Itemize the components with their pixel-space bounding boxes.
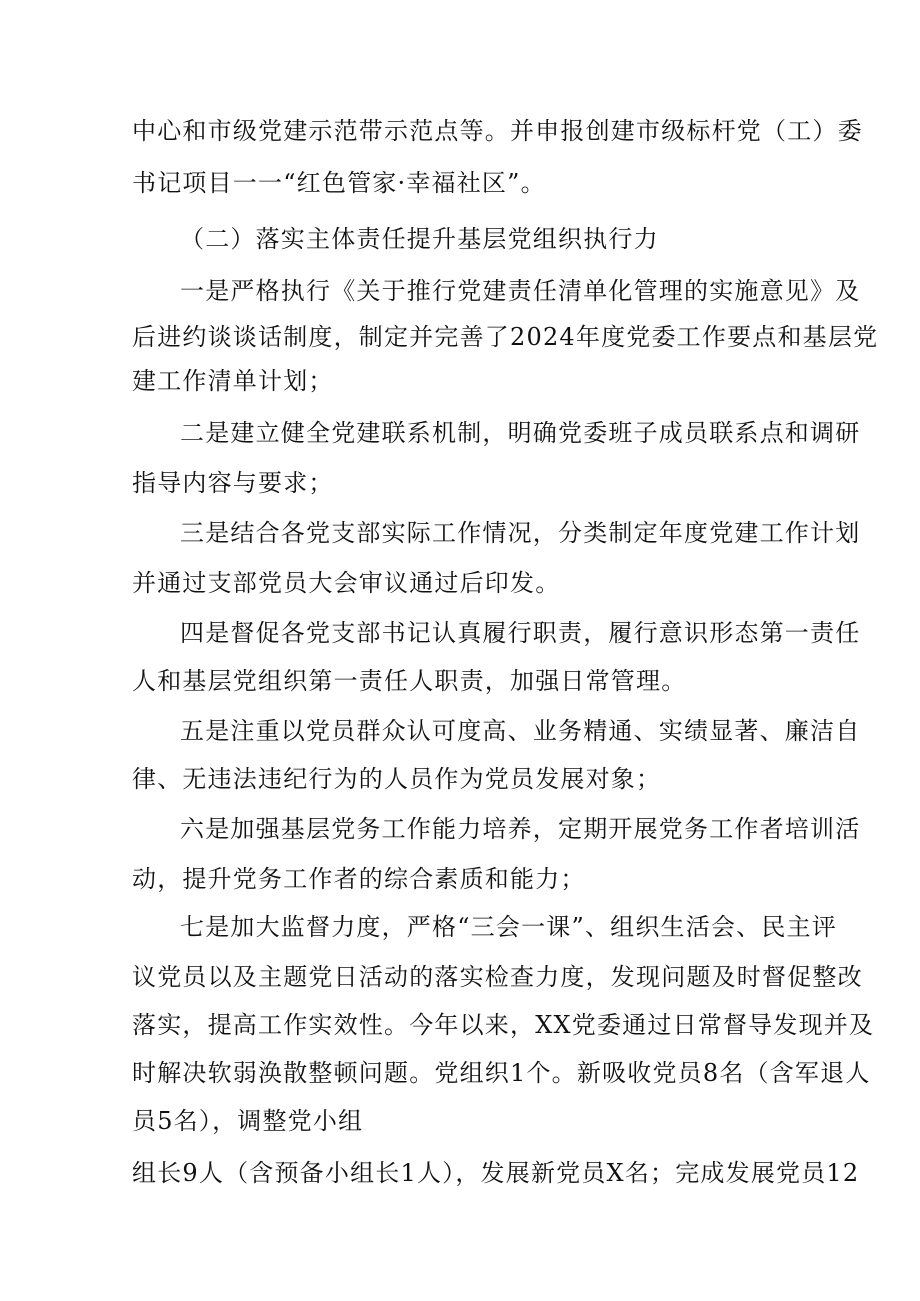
section-heading: （二）落实主体责任提升基层党组织执行力 — [180, 225, 659, 253]
text-line-21: 员5名），调整党小组 — [132, 1107, 364, 1135]
text-line-11: 四是督促各党支部书记认真履行职责，履行意识形态第一责任 — [180, 619, 861, 647]
text-line-22: 组长9人（含预备小组长1人），发展新党员X名；完成发展党员12 — [132, 1159, 860, 1187]
text-line-7: 二是建立健全党建联系机制，明确党委班子成员联系点和调研 — [180, 419, 861, 447]
text-line-9: 三是结合各党支部实际工作情况，分类制定年度党建工作计划 — [180, 519, 861, 547]
text-line-13: 五是注重以党员群众认可度高、业务精通、实绩显著、廉洁自 — [180, 717, 861, 745]
text-line-4: 一是严格执行《关于推行党建责任清单化管理的实施意见》及 — [180, 277, 861, 305]
text-line-19: 落实，提高工作实效性。今年以来，XX党委通过日常督导发现并及 — [132, 1011, 875, 1039]
text-line-18: 议党员以及主题党日活动的落实检查力度，发现问题及时督促整改 — [132, 963, 863, 991]
text-line-5: 后进约谈谈话制度，制定并完善了2024年度党委工作要点和基层党 — [132, 323, 879, 351]
text-line-12: 人和基层党组织第一责任人职责，加强日常管理。 — [132, 667, 687, 695]
text-line-1: 中心和市级党建示范带示范点等。并申报创建市级标杆党（工）委 — [132, 117, 863, 145]
text-line-20: 时解决软弱涣散整顿问题。党组织1个。新吸收党员8名（含军退人 — [132, 1059, 871, 1087]
text-line-14: 律、无违法违纪行为的人员作为党员发展对象； — [132, 765, 662, 793]
text-line-6: 建工作清单计划； — [132, 367, 334, 395]
text-line-16: 动，提升党务工作者的综合素质和能力； — [132, 865, 586, 893]
text-line-15: 六是加强基层党务工作能力培养，定期开展党务工作者培训活 — [180, 815, 861, 843]
text-line-10: 并通过支部党员大会审议通过后印发。 — [132, 569, 561, 597]
text-line-17: 七是加大监督力度，严格“三会一课”、组织生活会、民主评 — [180, 913, 837, 941]
text-line-2: 书记项目一一“红色管家·幸福社区”。 — [132, 169, 546, 197]
text-line-8: 指导内容与要求； — [132, 469, 334, 497]
